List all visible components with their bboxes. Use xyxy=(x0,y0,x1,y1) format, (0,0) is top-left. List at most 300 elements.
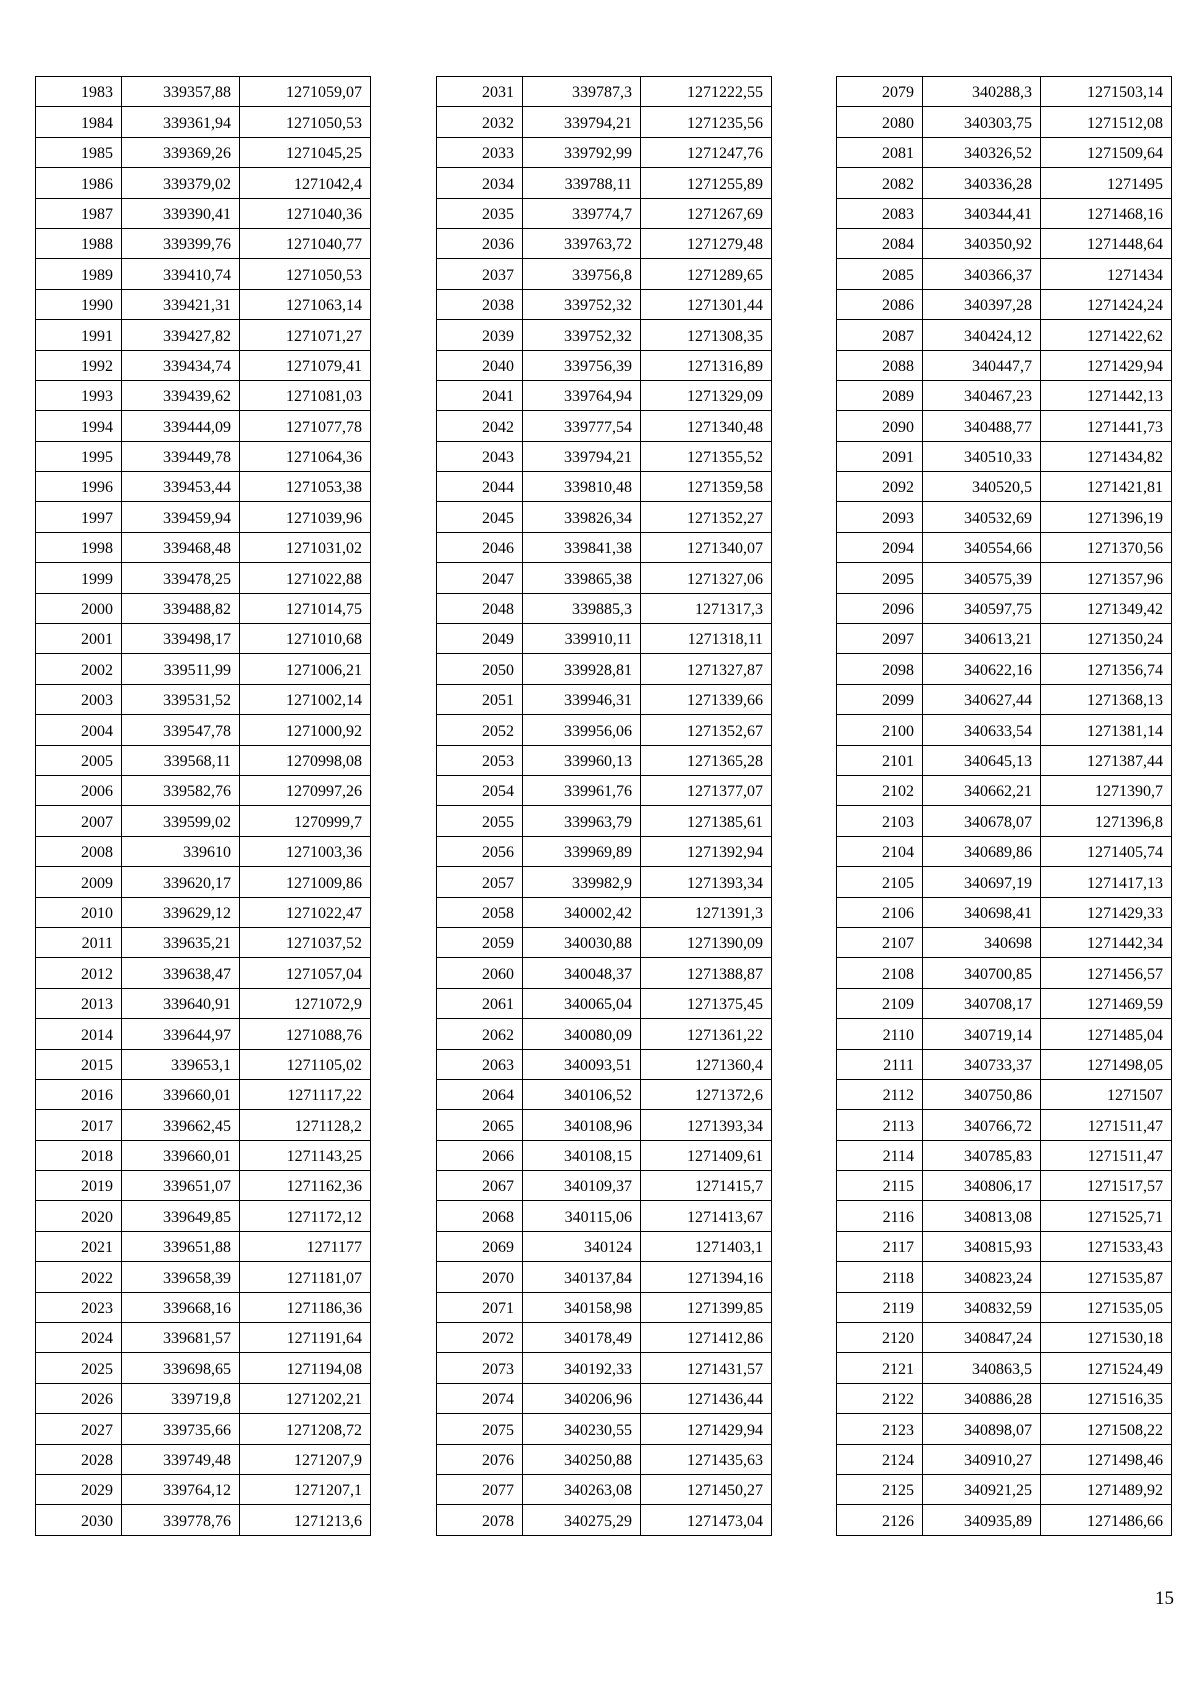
table-row xyxy=(36,137,371,167)
point-number-cell: 2062 xyxy=(437,1019,523,1049)
x-coordinate-cell: 339399,76 xyxy=(122,228,240,258)
x-coordinate-cell: 339434,74 xyxy=(122,350,240,380)
x-coordinate-cell: 340447,7 xyxy=(923,350,1041,380)
table-row xyxy=(837,563,1172,593)
y-coordinate-cell: 1271495 xyxy=(1041,168,1172,198)
x-coordinate-cell: 339719,8 xyxy=(122,1383,240,1413)
table-row xyxy=(36,1505,371,1535)
table-body xyxy=(437,77,772,1536)
point-number-cell: 2017 xyxy=(36,1110,122,1140)
x-coordinate-cell: 339865,38 xyxy=(523,563,641,593)
table-row xyxy=(837,1262,1172,1292)
x-coordinate-cell: 340898,07 xyxy=(923,1414,1041,1444)
y-coordinate-cell: 1271381,14 xyxy=(1041,715,1172,745)
table-row xyxy=(437,1474,772,1504)
point-number-cell: 2104 xyxy=(837,836,923,866)
x-coordinate-cell: 339698,65 xyxy=(122,1353,240,1383)
y-coordinate-cell: 1271388,87 xyxy=(641,958,772,988)
point-number-cell: 1984 xyxy=(36,107,122,137)
x-coordinate-cell: 339629,12 xyxy=(122,897,240,927)
y-coordinate-cell: 1271530,18 xyxy=(1041,1323,1172,1353)
table-row xyxy=(36,836,371,866)
table-row xyxy=(437,1292,772,1322)
y-coordinate-cell: 1271352,67 xyxy=(641,715,772,745)
y-coordinate-cell: 1271509,64 xyxy=(1041,137,1172,167)
table-row xyxy=(837,1474,1172,1504)
x-coordinate-cell: 340785,83 xyxy=(923,1140,1041,1170)
table-row xyxy=(837,745,1172,775)
point-number-cell: 2047 xyxy=(437,563,523,593)
x-coordinate-cell: 339644,97 xyxy=(122,1019,240,1049)
point-number-cell: 2025 xyxy=(36,1353,122,1383)
point-number-cell: 2126 xyxy=(837,1505,923,1535)
y-coordinate-cell: 1271162,36 xyxy=(240,1171,371,1201)
table-row xyxy=(437,502,772,532)
y-coordinate-cell: 1271535,05 xyxy=(1041,1292,1172,1322)
x-coordinate-cell: 340158,98 xyxy=(523,1292,641,1322)
point-number-cell: 2019 xyxy=(36,1171,122,1201)
table-row xyxy=(437,198,772,228)
y-coordinate-cell: 1271222,55 xyxy=(641,77,772,107)
y-coordinate-cell: 1270998,08 xyxy=(240,745,371,775)
y-coordinate-cell: 1271412,86 xyxy=(641,1323,772,1353)
table-row xyxy=(437,411,772,441)
table-row xyxy=(837,77,1172,107)
y-coordinate-cell: 1271022,47 xyxy=(240,897,371,927)
table-row xyxy=(437,1231,772,1261)
y-coordinate-cell: 1271039,96 xyxy=(240,502,371,532)
point-number-cell: 2103 xyxy=(837,806,923,836)
y-coordinate-cell: 1271081,03 xyxy=(240,380,371,410)
point-number-cell: 2028 xyxy=(36,1444,122,1474)
y-coordinate-cell: 1271356,74 xyxy=(1041,654,1172,684)
x-coordinate-cell: 340080,09 xyxy=(523,1019,641,1049)
table-row xyxy=(837,867,1172,897)
point-number-cell: 2014 xyxy=(36,1019,122,1049)
y-coordinate-cell: 1271441,73 xyxy=(1041,411,1172,441)
table-row xyxy=(837,320,1172,350)
table-row xyxy=(437,1140,772,1170)
point-number-cell: 1989 xyxy=(36,259,122,289)
x-coordinate-cell: 339568,11 xyxy=(122,745,240,775)
x-coordinate-cell: 339658,39 xyxy=(122,1262,240,1292)
y-coordinate-cell: 1271396,19 xyxy=(1041,502,1172,532)
y-coordinate-cell: 1271417,13 xyxy=(1041,867,1172,897)
x-coordinate-cell: 340921,25 xyxy=(923,1474,1041,1504)
table-row xyxy=(837,684,1172,714)
point-number-cell: 2117 xyxy=(837,1231,923,1261)
x-coordinate-cell: 339547,78 xyxy=(122,715,240,745)
y-coordinate-cell: 1271442,34 xyxy=(1041,927,1172,957)
table-row xyxy=(36,593,371,623)
point-number-cell: 2084 xyxy=(837,228,923,258)
point-number-cell: 2043 xyxy=(437,441,523,471)
x-coordinate-cell: 340397,28 xyxy=(923,289,1041,319)
point-number-cell: 2049 xyxy=(437,624,523,654)
y-coordinate-cell: 1271436,44 xyxy=(641,1383,772,1413)
point-number-cell: 2100 xyxy=(837,715,923,745)
y-coordinate-cell: 1271390,09 xyxy=(641,927,772,957)
y-coordinate-cell: 1271053,38 xyxy=(240,472,371,502)
y-coordinate-cell: 1271050,53 xyxy=(240,259,371,289)
x-coordinate-cell: 339794,21 xyxy=(523,107,641,137)
y-coordinate-cell: 1271448,64 xyxy=(1041,228,1172,258)
x-coordinate-cell: 339459,94 xyxy=(122,502,240,532)
y-coordinate-cell: 1271308,35 xyxy=(641,320,772,350)
y-coordinate-cell: 1271317,3 xyxy=(641,593,772,623)
y-coordinate-cell: 1271394,16 xyxy=(641,1262,772,1292)
table-row xyxy=(437,1049,772,1079)
table-row xyxy=(837,1019,1172,1049)
point-number-cell: 2115 xyxy=(837,1171,923,1201)
y-coordinate-cell: 1271469,59 xyxy=(1041,988,1172,1018)
x-coordinate-cell: 340002,42 xyxy=(523,897,641,927)
table-row xyxy=(437,168,772,198)
x-coordinate-cell: 339810,48 xyxy=(523,472,641,502)
y-coordinate-cell: 1271316,89 xyxy=(641,350,772,380)
y-coordinate-cell: 1271191,64 xyxy=(240,1323,371,1353)
point-number-cell: 2070 xyxy=(437,1262,523,1292)
point-number-cell: 2022 xyxy=(36,1262,122,1292)
point-number-cell: 2091 xyxy=(837,441,923,471)
table-row xyxy=(837,1110,1172,1140)
x-coordinate-cell: 340115,06 xyxy=(523,1201,641,1231)
x-coordinate-cell: 339960,13 xyxy=(523,745,641,775)
table-row xyxy=(36,988,371,1018)
point-number-cell: 2033 xyxy=(437,137,523,167)
table-row xyxy=(36,715,371,745)
x-coordinate-cell: 340344,41 xyxy=(923,198,1041,228)
point-number-cell: 2113 xyxy=(837,1110,923,1140)
point-number-cell: 2038 xyxy=(437,289,523,319)
point-number-cell: 1990 xyxy=(36,289,122,319)
point-number-cell: 2099 xyxy=(837,684,923,714)
table-row xyxy=(36,1231,371,1261)
y-coordinate-cell: 1271422,62 xyxy=(1041,320,1172,350)
y-coordinate-cell: 1271006,21 xyxy=(240,654,371,684)
table-row xyxy=(437,1383,772,1413)
point-number-cell: 2083 xyxy=(837,198,923,228)
table-row xyxy=(36,1262,371,1292)
x-coordinate-cell: 340124 xyxy=(523,1231,641,1261)
point-number-cell: 2029 xyxy=(36,1474,122,1504)
x-coordinate-cell: 340532,69 xyxy=(923,502,1041,532)
y-coordinate-cell: 1271014,75 xyxy=(240,593,371,623)
y-coordinate-cell: 1271105,02 xyxy=(240,1049,371,1079)
x-coordinate-cell: 340575,39 xyxy=(923,563,1041,593)
table-row xyxy=(837,775,1172,805)
table-row xyxy=(437,927,772,957)
table-row xyxy=(36,107,371,137)
y-coordinate-cell: 1271372,6 xyxy=(641,1079,772,1109)
point-number-cell: 1986 xyxy=(36,168,122,198)
coordinates-table-3 xyxy=(836,76,1172,1536)
point-number-cell: 2032 xyxy=(437,107,523,137)
table-row xyxy=(837,1140,1172,1170)
x-coordinate-cell: 339982,9 xyxy=(523,867,641,897)
y-coordinate-cell: 1271370,56 xyxy=(1041,532,1172,562)
y-coordinate-cell: 1271117,22 xyxy=(240,1079,371,1109)
point-number-cell: 2010 xyxy=(36,897,122,927)
table-row xyxy=(36,1201,371,1231)
x-coordinate-cell: 340613,21 xyxy=(923,624,1041,654)
x-coordinate-cell: 339651,07 xyxy=(122,1171,240,1201)
y-coordinate-cell: 1271172,12 xyxy=(240,1201,371,1231)
point-number-cell: 2123 xyxy=(837,1414,923,1444)
table-row xyxy=(437,137,772,167)
table-row xyxy=(837,259,1172,289)
point-number-cell: 2096 xyxy=(837,593,923,623)
table-row xyxy=(437,350,772,380)
x-coordinate-cell: 340698,41 xyxy=(923,897,1041,927)
x-coordinate-cell: 340708,17 xyxy=(923,988,1041,1018)
point-number-cell: 2005 xyxy=(36,745,122,775)
point-number-cell: 2011 xyxy=(36,927,122,957)
y-coordinate-cell: 1271040,36 xyxy=(240,198,371,228)
point-number-cell: 2026 xyxy=(36,1383,122,1413)
table-row xyxy=(837,228,1172,258)
x-coordinate-cell: 340863,5 xyxy=(923,1353,1041,1383)
y-coordinate-cell: 1271391,3 xyxy=(641,897,772,927)
x-coordinate-cell: 339361,94 xyxy=(122,107,240,137)
y-coordinate-cell: 1271279,48 xyxy=(641,228,772,258)
x-coordinate-cell: 340886,28 xyxy=(923,1383,1041,1413)
x-coordinate-cell: 339774,7 xyxy=(523,198,641,228)
table-row xyxy=(837,1171,1172,1201)
y-coordinate-cell: 1271318,11 xyxy=(641,624,772,654)
x-coordinate-cell: 340622,16 xyxy=(923,654,1041,684)
table-row xyxy=(437,1079,772,1109)
point-number-cell: 2120 xyxy=(837,1323,923,1353)
y-coordinate-cell: 1271413,67 xyxy=(641,1201,772,1231)
y-coordinate-cell: 1271355,52 xyxy=(641,441,772,471)
x-coordinate-cell: 340192,33 xyxy=(523,1353,641,1383)
y-coordinate-cell: 1271442,13 xyxy=(1041,380,1172,410)
table-row xyxy=(36,1171,371,1201)
table-row xyxy=(437,472,772,502)
table-row xyxy=(437,441,772,471)
point-number-cell: 2035 xyxy=(437,198,523,228)
y-coordinate-cell: 1270999,7 xyxy=(240,806,371,836)
table-row xyxy=(837,1231,1172,1261)
y-coordinate-cell: 1271327,06 xyxy=(641,563,772,593)
point-number-cell: 2093 xyxy=(837,502,923,532)
point-number-cell: 2054 xyxy=(437,775,523,805)
point-number-cell: 2001 xyxy=(36,624,122,654)
table-row xyxy=(36,1049,371,1079)
table-row xyxy=(837,958,1172,988)
table-row xyxy=(437,77,772,107)
point-number-cell: 2046 xyxy=(437,532,523,562)
y-coordinate-cell: 1271207,9 xyxy=(240,1444,371,1474)
y-coordinate-cell: 1271059,07 xyxy=(240,77,371,107)
x-coordinate-cell: 339599,02 xyxy=(122,806,240,836)
table-row xyxy=(36,1140,371,1170)
point-number-cell: 2016 xyxy=(36,1079,122,1109)
table-row xyxy=(36,1444,371,1474)
y-coordinate-cell: 1271289,65 xyxy=(641,259,772,289)
x-coordinate-cell: 339449,78 xyxy=(122,441,240,471)
x-coordinate-cell: 339841,38 xyxy=(523,532,641,562)
table-row xyxy=(837,198,1172,228)
x-coordinate-cell: 339379,02 xyxy=(122,168,240,198)
table-row xyxy=(437,836,772,866)
table-row xyxy=(837,927,1172,957)
point-number-cell: 2092 xyxy=(837,472,923,502)
x-coordinate-cell: 339928,81 xyxy=(523,654,641,684)
point-number-cell: 1983 xyxy=(36,77,122,107)
y-coordinate-cell: 1271533,43 xyxy=(1041,1231,1172,1261)
y-coordinate-cell: 1271429,94 xyxy=(1041,350,1172,380)
table-row xyxy=(837,289,1172,319)
table-body xyxy=(36,77,371,1536)
point-number-cell: 2098 xyxy=(837,654,923,684)
y-coordinate-cell: 1271409,61 xyxy=(641,1140,772,1170)
table-row xyxy=(437,228,772,258)
x-coordinate-cell: 339421,31 xyxy=(122,289,240,319)
table-row xyxy=(437,806,772,836)
x-coordinate-cell: 340275,29 xyxy=(523,1505,641,1535)
point-number-cell: 2073 xyxy=(437,1353,523,1383)
point-number-cell: 2086 xyxy=(837,289,923,319)
y-coordinate-cell: 1271202,21 xyxy=(240,1383,371,1413)
point-number-cell: 2110 xyxy=(837,1019,923,1049)
x-coordinate-cell: 340106,52 xyxy=(523,1079,641,1109)
y-coordinate-cell: 1271535,87 xyxy=(1041,1262,1172,1292)
x-coordinate-cell: 339752,32 xyxy=(523,289,641,319)
point-number-cell: 2061 xyxy=(437,988,523,1018)
table-row xyxy=(437,1110,772,1140)
table-row xyxy=(437,380,772,410)
y-coordinate-cell: 1271340,48 xyxy=(641,411,772,441)
x-coordinate-cell: 339410,74 xyxy=(122,259,240,289)
point-number-cell: 2048 xyxy=(437,593,523,623)
x-coordinate-cell: 339660,01 xyxy=(122,1140,240,1170)
table-row xyxy=(837,988,1172,1018)
point-number-cell: 2021 xyxy=(36,1231,122,1261)
y-coordinate-cell: 1271365,28 xyxy=(641,745,772,775)
table-row xyxy=(437,1171,772,1201)
point-number-cell: 2095 xyxy=(837,563,923,593)
point-number-cell: 2006 xyxy=(36,775,122,805)
table-row xyxy=(837,593,1172,623)
y-coordinate-cell: 1271194,08 xyxy=(240,1353,371,1383)
point-number-cell: 2037 xyxy=(437,259,523,289)
point-number-cell: 2077 xyxy=(437,1474,523,1504)
y-coordinate-cell: 1271393,34 xyxy=(641,1110,772,1140)
table-row xyxy=(36,1323,371,1353)
x-coordinate-cell: 340633,54 xyxy=(923,715,1041,745)
table-row xyxy=(837,897,1172,927)
point-number-cell: 2072 xyxy=(437,1323,523,1353)
point-number-cell: 2088 xyxy=(837,350,923,380)
table-row xyxy=(437,745,772,775)
point-number-cell: 2008 xyxy=(36,836,122,866)
table-row xyxy=(437,1201,772,1231)
y-coordinate-cell: 1271361,22 xyxy=(641,1019,772,1049)
table-row xyxy=(437,259,772,289)
x-coordinate-cell: 340030,88 xyxy=(523,927,641,957)
point-number-cell: 2105 xyxy=(837,867,923,897)
x-coordinate-cell: 339956,06 xyxy=(523,715,641,745)
point-number-cell: 2087 xyxy=(837,320,923,350)
x-coordinate-cell: 340326,52 xyxy=(923,137,1041,167)
y-coordinate-cell: 1271507 xyxy=(1041,1079,1172,1109)
x-coordinate-cell: 340336,28 xyxy=(923,168,1041,198)
table-row xyxy=(36,350,371,380)
y-coordinate-cell: 1271516,35 xyxy=(1041,1383,1172,1413)
table-row xyxy=(837,107,1172,137)
x-coordinate-cell: 340935,89 xyxy=(923,1505,1041,1535)
y-coordinate-cell: 1271002,14 xyxy=(240,684,371,714)
point-number-cell: 2109 xyxy=(837,988,923,1018)
x-coordinate-cell: 339511,99 xyxy=(122,654,240,684)
x-coordinate-cell: 340303,75 xyxy=(923,107,1041,137)
point-number-cell: 2023 xyxy=(36,1292,122,1322)
table-row xyxy=(437,1019,772,1049)
x-coordinate-cell: 340137,84 xyxy=(523,1262,641,1292)
table-row xyxy=(36,745,371,775)
point-number-cell: 2004 xyxy=(36,715,122,745)
table-row xyxy=(437,1505,772,1535)
point-number-cell: 2111 xyxy=(837,1049,923,1079)
table-row xyxy=(837,380,1172,410)
x-coordinate-cell: 339826,34 xyxy=(523,502,641,532)
table-row xyxy=(837,137,1172,167)
point-number-cell: 2064 xyxy=(437,1079,523,1109)
x-coordinate-cell: 339610 xyxy=(122,836,240,866)
x-coordinate-cell: 340697,19 xyxy=(923,867,1041,897)
table-row xyxy=(36,502,371,532)
table-row xyxy=(837,806,1172,836)
x-coordinate-cell: 340700,85 xyxy=(923,958,1041,988)
point-number-cell: 2102 xyxy=(837,775,923,805)
x-coordinate-cell: 340520,5 xyxy=(923,472,1041,502)
y-coordinate-cell: 1271405,74 xyxy=(1041,836,1172,866)
y-coordinate-cell: 1271486,66 xyxy=(1041,1505,1172,1535)
x-coordinate-cell: 340250,88 xyxy=(523,1444,641,1474)
x-coordinate-cell: 340750,86 xyxy=(923,1079,1041,1109)
x-coordinate-cell: 340627,44 xyxy=(923,684,1041,714)
table-row xyxy=(837,1049,1172,1079)
table-row xyxy=(36,532,371,562)
table-row xyxy=(437,867,772,897)
y-coordinate-cell: 1271042,4 xyxy=(240,168,371,198)
point-number-cell: 2039 xyxy=(437,320,523,350)
y-coordinate-cell: 1271429,33 xyxy=(1041,897,1172,927)
point-number-cell: 2015 xyxy=(36,1049,122,1079)
point-number-cell: 2112 xyxy=(837,1079,923,1109)
point-number-cell: 2066 xyxy=(437,1140,523,1170)
point-number-cell: 2089 xyxy=(837,380,923,410)
table-row xyxy=(36,1353,371,1383)
x-coordinate-cell: 339651,88 xyxy=(122,1231,240,1261)
point-number-cell: 2094 xyxy=(837,532,923,562)
y-coordinate-cell: 1271368,13 xyxy=(1041,684,1172,714)
y-coordinate-cell: 1271429,94 xyxy=(641,1414,772,1444)
x-coordinate-cell: 339653,1 xyxy=(122,1049,240,1079)
x-coordinate-cell: 339777,54 xyxy=(523,411,641,441)
table-row xyxy=(36,472,371,502)
table-row xyxy=(36,1292,371,1322)
y-coordinate-cell: 1271473,04 xyxy=(641,1505,772,1535)
table-row xyxy=(437,1353,772,1383)
y-coordinate-cell: 1271403,1 xyxy=(641,1231,772,1261)
y-coordinate-cell: 1271350,24 xyxy=(1041,624,1172,654)
x-coordinate-cell: 340510,33 xyxy=(923,441,1041,471)
x-coordinate-cell: 339910,11 xyxy=(523,624,641,654)
x-coordinate-cell: 339478,25 xyxy=(122,563,240,593)
